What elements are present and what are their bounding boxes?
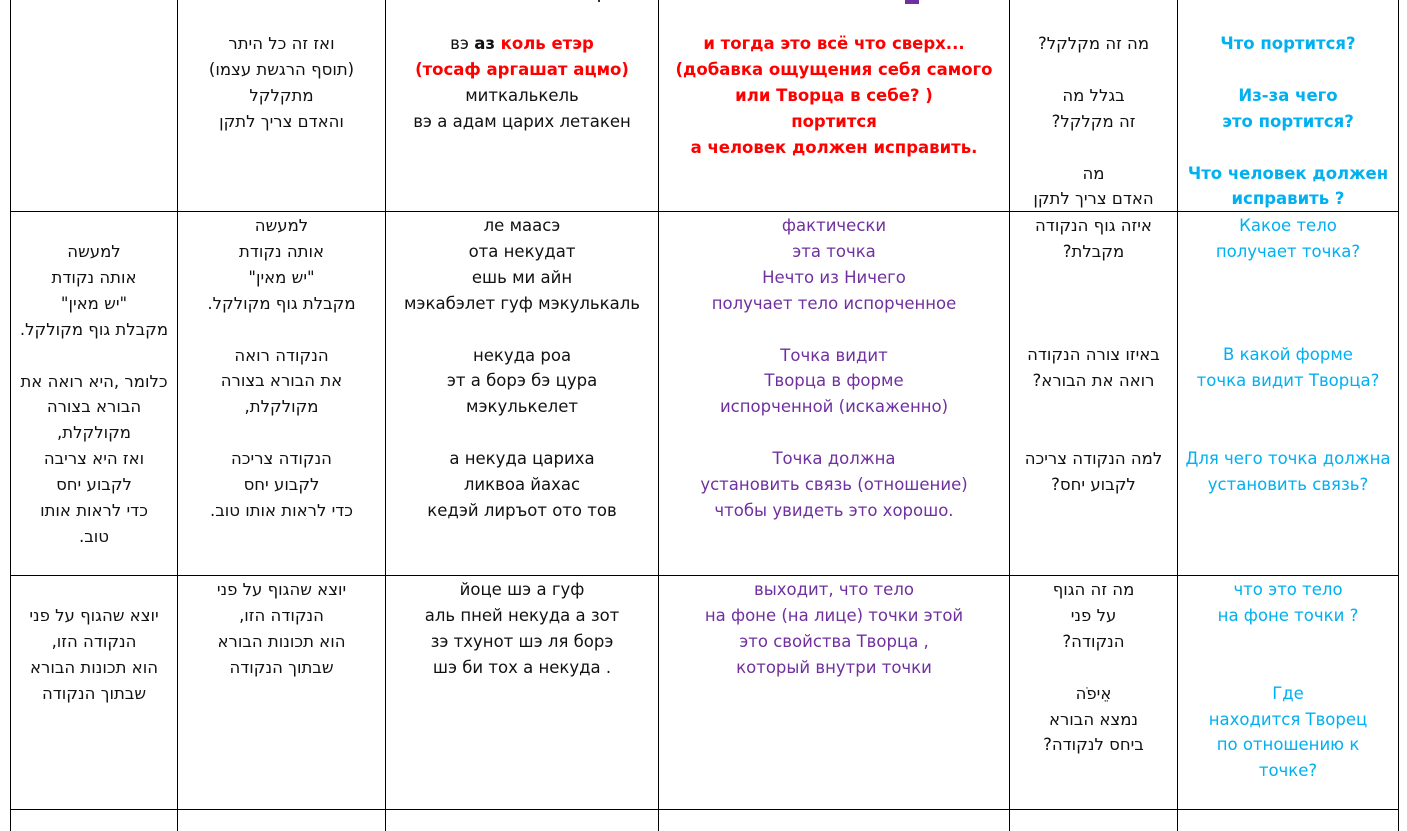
row2-russian-cell — [659, 213, 1009, 524]
row2-left-line: מקבלת גוף מקולקל. — [19, 319, 169, 339]
row2-hebrew-left-cell — [11, 239, 177, 550]
translit-red-word: коль етэр — [500, 34, 594, 53]
row2-left-line: למעשה — [67, 242, 121, 261]
row2-hebrew-line: הנקודה צריכה — [231, 449, 332, 469]
row1-hebrew-text-cell — [178, 31, 385, 135]
row3-hebrew-line: הנקודה הזו, — [239, 605, 324, 625]
row2-russian-question: точка видит Творца? — [1196, 371, 1380, 391]
row2-translit-line: ешь ми айн — [471, 267, 573, 287]
row3-russian-question: точке? — [1258, 761, 1318, 781]
row3-translit-line: шэ би тох а некуда . — [432, 657, 612, 677]
row2-russian-line: чтобы увидеть это хорошо. — [714, 500, 954, 520]
row2-left-line: אותה נקודת — [51, 267, 137, 287]
row2-hebrew-line: אותה נקודת — [238, 241, 325, 261]
row1-russian-line: или Творца в себе? ) — [735, 85, 933, 105]
row2-hebrew-question: איזה גוף הנקודה — [1035, 216, 1152, 235]
row2-left-line: טוב. — [79, 526, 109, 546]
row3-hebrew-question: מה זה הגוף — [1052, 580, 1135, 599]
row2-russian-line: получает тело испорченное — [711, 293, 957, 313]
row-divider — [10, 809, 1398, 810]
row2-hebrew-question: רואה את הבורא? — [1032, 371, 1155, 391]
row3-left-line: שבתוך הנקודה — [41, 683, 147, 703]
row1-hebrew-question: בגלל מה — [1062, 85, 1125, 105]
row2-russian-question: Для чего точка должна — [1185, 449, 1391, 469]
row1-translit-line: миткалькель — [465, 85, 579, 105]
row2-hebrew-line: מקולקלת, — [244, 397, 319, 417]
row2-russian-line: Точка видит — [780, 345, 888, 365]
row3-translit-line: зэ тхунот шэ ля борэ — [430, 631, 614, 651]
row1-translit-line: (тосаф аргашат ацмо) — [415, 59, 629, 79]
row1-hebrew-questions-cell — [1010, 31, 1177, 212]
row3-russian-question: Где — [1272, 683, 1304, 703]
row2-translit-line: эт а борэ бэ цура — [446, 371, 598, 391]
row2-hebrew-line: למעשה — [254, 216, 309, 235]
row3-translit-line: аль пней некуда а зот — [424, 605, 620, 625]
row3-russian-question: что это тело — [1233, 580, 1343, 599]
row3-russian-question: находится Творец — [1208, 709, 1368, 729]
row3-russian-questions-cell — [1178, 577, 1398, 784]
row3-hebrew-question: הנקודה? — [1062, 631, 1125, 651]
row2-translit-cell — [386, 213, 658, 524]
row1-russian-line: (добавка ощущения себя самого — [675, 59, 993, 79]
cropped-text-fragment — [905, 0, 919, 4]
row1-translit-cell — [386, 31, 658, 135]
row2-translit-line: ле маасэ — [483, 216, 561, 235]
row2-translit-line: некуда роа — [472, 345, 572, 365]
row1-russian-question: Что портится? — [1220, 34, 1356, 53]
row3-hebrew-questions-cell — [1010, 577, 1177, 758]
row2-hebrew-question: מקבלת? — [1062, 241, 1125, 261]
row3-hebrew-question: על פני — [1070, 605, 1117, 625]
row3-hebrew-line: הוא תכונות הבורא — [217, 631, 346, 651]
row2-russian-line: фактически — [781, 216, 887, 235]
row3-russian-cell — [659, 577, 1009, 681]
row3-translit-cell — [386, 577, 658, 681]
row2-left-line: כלומר ,היא רואה את — [20, 371, 168, 391]
row2-russian-line: испорченной (искаженно) — [719, 397, 949, 417]
row2-russian-line: Творца в форме — [764, 371, 904, 391]
row2-hebrew-question: באיזו צורה הנקודה — [1027, 345, 1160, 365]
row2-translit-line: мэкабэлет гуф мэкулькаль — [403, 293, 640, 313]
row1-hebrew-line: והאדם צריך לתקן — [219, 111, 344, 131]
row3-russian-line: выходит, что тело — [754, 580, 914, 599]
row2-hebrew-line: כדי לראות אותו טוב. — [209, 500, 354, 520]
row3-russian-question: по отношению к — [1216, 735, 1360, 755]
row3-hebrew-line: יוצא שהגוף על פני — [216, 580, 347, 599]
row2-translit-line: кедэй лиръот ото тов — [427, 500, 617, 520]
row2-translit-line: ота некудат — [468, 241, 576, 261]
row1-hebrew-line: ואז זה כל היתר — [228, 34, 335, 53]
row2-russian-questions-cell — [1178, 213, 1398, 498]
row2-hebrew-questions-cell — [1010, 213, 1177, 498]
row1-hebrew-line: מתקלקל — [249, 85, 314, 105]
row2-russian-line: Нечто из Ничего — [762, 267, 906, 287]
row3-hebrew-line: שבתוך הנקודה — [229, 657, 334, 677]
row3-russian-line: это свойства Творца , — [739, 631, 929, 651]
row2-hebrew-question: לקבוע יחס? — [1051, 474, 1136, 494]
row2-left-line: ואז היא צריבה — [43, 449, 145, 469]
translit-prefix: вэ — [450, 34, 475, 53]
row3-russian-line: который внутри точки — [736, 657, 932, 677]
row3-hebrew-left-cell — [11, 603, 177, 707]
row1-translit-line: вэ а адам царих летакен — [413, 111, 631, 131]
row1-russian-questions-cell — [1178, 31, 1398, 212]
row1-hebrew-question: מה זה מקלקל? — [1037, 34, 1150, 53]
row2-russian-question: Какое тело — [1239, 216, 1337, 235]
row2-russian-question: получает точка? — [1215, 241, 1361, 261]
row-divider — [10, 575, 1398, 576]
row3-hebrew-text-cell — [178, 577, 385, 681]
row3-russian-question: на фоне точки ? — [1217, 605, 1359, 625]
row1-hebrew-line: (תוסף הרגשת עצמו) — [208, 59, 355, 79]
row2-hebrew-text-cell — [178, 213, 385, 524]
row3-hebrew-question: ביחס לנקודה? — [1043, 735, 1144, 755]
row1-russian-question: это портится? — [1222, 111, 1354, 131]
row3-left-line: יוצא שהגוף על פני — [29, 606, 159, 625]
row2-hebrew-line: "יש מאין" — [248, 267, 315, 287]
row2-russian-question: установить связь? — [1207, 474, 1369, 494]
row1-russian-question: исправить ? — [1231, 189, 1345, 209]
row3-left-line: הוא תכונות הבורא — [30, 657, 158, 677]
cropped-text-fragment — [598, 0, 606, 2]
row2-hebrew-line: מקבלת גוף מקולקל. — [207, 293, 356, 313]
row2-russian-question: В какой форме — [1223, 345, 1353, 365]
row1-russian-line: а человек должен исправить. — [690, 137, 978, 157]
row1-translit-line — [386, 31, 658, 57]
row3-hebrew-question: נמצא הבורא — [1048, 709, 1139, 729]
row2-left-line: הבורא בצורה — [46, 397, 142, 417]
row2-translit-line: мэкулькелет — [466, 397, 578, 417]
row1-russian-line: и тогда это всё что сверх... — [703, 34, 965, 53]
row1-russian-cell — [659, 31, 1009, 161]
translit-bold-word: аз — [474, 34, 501, 53]
row2-russian-line: установить связь (отношение) — [700, 475, 968, 495]
row2-translit-line: ликвоа йахас — [463, 475, 581, 495]
row2-left-line: "יש מאין" — [60, 293, 128, 313]
row3-left-line: הנקודה הזו, — [51, 631, 137, 651]
row1-hebrew-question: מה — [1082, 163, 1105, 183]
row3-hebrew-question: אֵיפֹה — [1075, 683, 1112, 703]
row2-hebrew-line: לקבוע יחס — [243, 475, 320, 495]
row2-hebrew-line: את הבורא בצורה — [220, 371, 343, 391]
row2-left-line: מקולקלת, — [57, 423, 131, 443]
row1-russian-question: Что человек должен — [1187, 163, 1389, 183]
row3-russian-line: на фоне (на лице) точки этой — [704, 605, 964, 625]
row2-russian-line: Точка должна — [772, 449, 896, 469]
column-divider — [1398, 0, 1399, 831]
row2-russian-line: эта точка — [792, 241, 876, 261]
row2-hebrew-line: הנקודה רואה — [234, 345, 329, 365]
row2-left-line: כדי לראות אותו — [40, 501, 148, 521]
row2-left-line: לקבוע יחס — [56, 475, 132, 495]
row2-hebrew-question: למה הנקודה צריכה — [1024, 449, 1163, 469]
row1-russian-question: Из-за чего — [1238, 85, 1338, 105]
row3-translit-line: йоце шэ а гуф — [459, 580, 585, 599]
row1-hebrew-question: זה מקלקל? — [1051, 111, 1136, 131]
row1-hebrew-question: האדם צריך לתקן — [1033, 189, 1154, 209]
row2-translit-line: а некуда цариха — [449, 449, 595, 469]
row1-russian-line: портится — [791, 111, 877, 131]
